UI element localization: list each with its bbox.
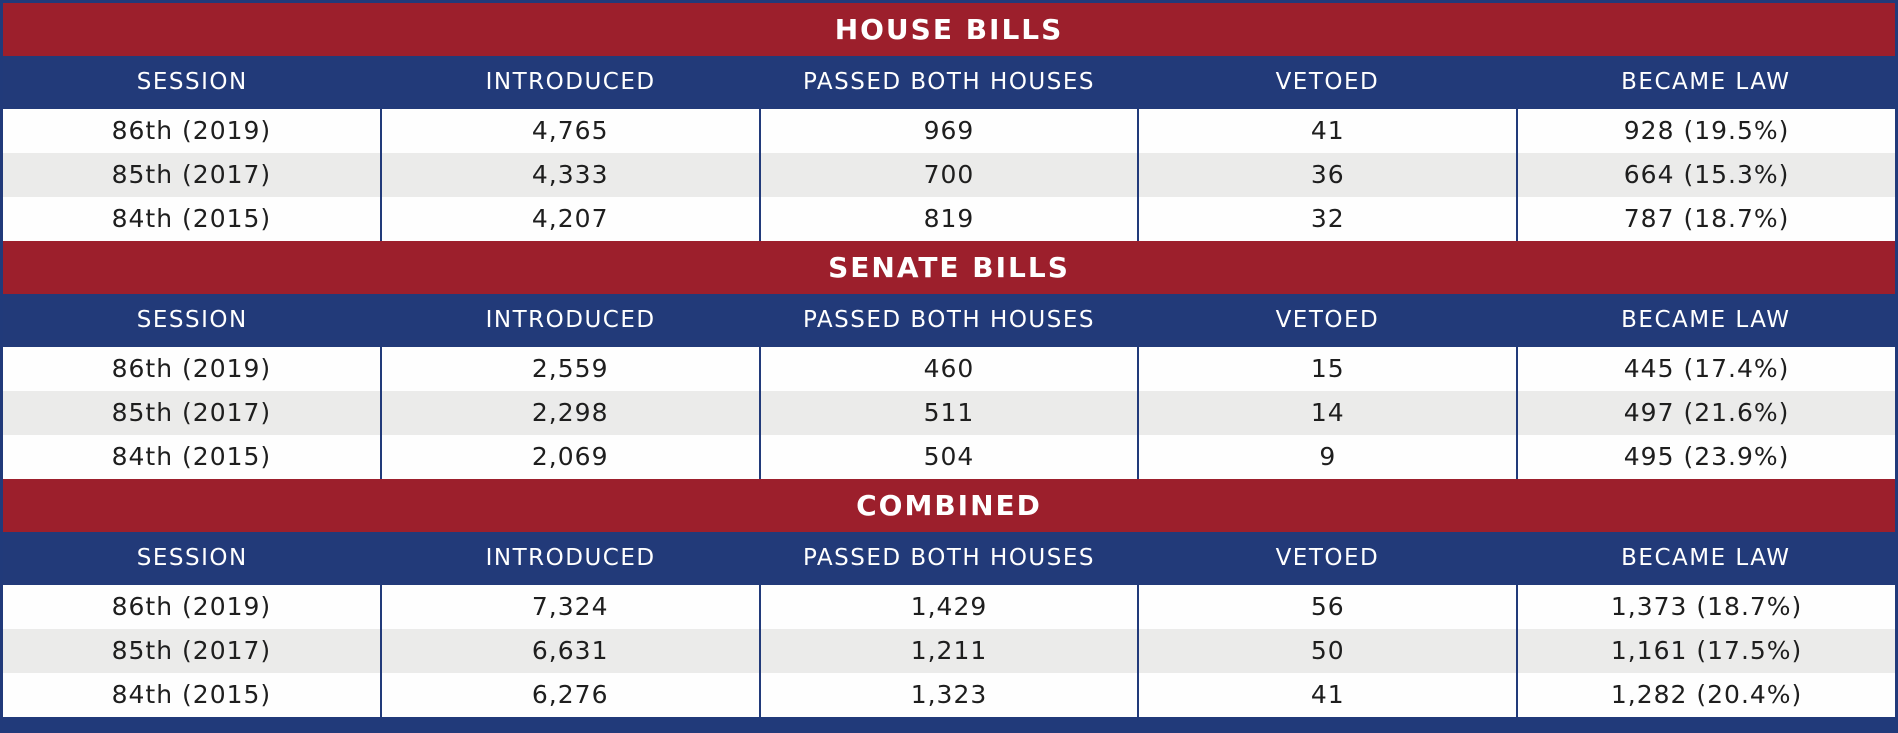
column-header: BECAME LAW: [1621, 307, 1791, 333]
column-header: INTRODUCED: [485, 545, 656, 571]
table-cell: 41: [1137, 109, 1516, 153]
column-header: VETOED: [1275, 69, 1380, 95]
section-house-bills: [3, 3, 1895, 241]
table-cell: 84th (2015): [111, 680, 272, 709]
table-cell: 497 (21.6%): [1516, 391, 1895, 435]
column-header-row: [3, 294, 1895, 347]
table-cell: 460: [759, 347, 1138, 391]
table-row: [3, 197, 1895, 241]
table-cell: 85th (2017): [111, 160, 272, 189]
table-cell: 787 (18.7%): [1516, 197, 1895, 241]
column-header: BECAME LAW: [1621, 545, 1791, 571]
table-row: [3, 585, 1895, 629]
column-header: PASSED BOTH HOUSES: [803, 69, 1095, 95]
table-cell: 86th (2019): [111, 116, 272, 145]
column-header: SESSION: [136, 545, 248, 571]
table-cell: 700: [759, 153, 1138, 197]
column-header-row: [3, 532, 1895, 585]
table-row: [3, 673, 1895, 717]
table-cell: 511: [759, 391, 1138, 435]
table-cell: 4,765: [380, 109, 759, 153]
column-header: INTRODUCED: [485, 69, 656, 95]
table-cell: 85th (2017): [111, 636, 272, 665]
section-senate-bills: [3, 241, 1895, 479]
table-cell: 1,373 (18.7%): [1516, 585, 1895, 629]
table-row: [3, 153, 1895, 197]
table-cell: 2,559: [380, 347, 759, 391]
column-header: VETOED: [1275, 545, 1380, 571]
column-header: INTRODUCED: [485, 307, 656, 333]
column-header: PASSED BOTH HOUSES: [803, 307, 1095, 333]
table-cell: 84th (2015): [111, 442, 272, 471]
table-cell: 36: [1137, 153, 1516, 197]
section-combined: [3, 479, 1895, 717]
table-cell: 1,282 (20.4%): [1516, 673, 1895, 717]
table-cell: 1,211: [759, 629, 1138, 673]
table-cell: 56: [1137, 585, 1516, 629]
column-header-row: [3, 56, 1895, 109]
table-cell: 504: [759, 435, 1138, 479]
table-cell: 85th (2017): [111, 398, 272, 427]
column-header: VETOED: [1275, 307, 1380, 333]
column-header: SESSION: [136, 307, 248, 333]
table-cell: 2,298: [380, 391, 759, 435]
section-title: SENATE BILLS: [3, 241, 1895, 294]
table-cell: 4,207: [380, 197, 759, 241]
table-cell: 86th (2019): [111, 592, 272, 621]
table-cell: 41: [1137, 673, 1516, 717]
table-cell: 6,276: [380, 673, 759, 717]
table-cell: 495 (23.9%): [1516, 435, 1895, 479]
table-cell: 1,161 (17.5%): [1516, 629, 1895, 673]
column-header: SESSION: [136, 69, 248, 95]
table-cell: 1,429: [759, 585, 1138, 629]
table-cell: 15: [1137, 347, 1516, 391]
table-cell: 928 (19.5%): [1516, 109, 1895, 153]
table-row: [3, 109, 1895, 153]
table-cell: 445 (17.4%): [1516, 347, 1895, 391]
table-cell: 32: [1137, 197, 1516, 241]
table-cell: 4,333: [380, 153, 759, 197]
table-cell: 7,324: [380, 585, 759, 629]
table-cell: 969: [759, 109, 1138, 153]
table-row: [3, 347, 1895, 391]
section-title: HOUSE BILLS: [3, 3, 1895, 56]
table-cell: 819: [759, 197, 1138, 241]
table-cell: 9: [1137, 435, 1516, 479]
column-header: BECAME LAW: [1621, 69, 1791, 95]
table-cell: 84th (2015): [111, 204, 272, 233]
table-row: [3, 435, 1895, 479]
table-cell: 86th (2019): [111, 354, 272, 383]
table-cell: 50: [1137, 629, 1516, 673]
column-header: PASSED BOTH HOUSES: [803, 545, 1095, 571]
table-row: [3, 391, 1895, 435]
table-cell: 2,069: [380, 435, 759, 479]
table-cell: 14: [1137, 391, 1516, 435]
table-cell: 1,323: [759, 673, 1138, 717]
table-row: [3, 629, 1895, 673]
table-cell: 664 (15.3%): [1516, 153, 1895, 197]
table-cell: 6,631: [380, 629, 759, 673]
section-title: COMBINED: [3, 479, 1895, 532]
